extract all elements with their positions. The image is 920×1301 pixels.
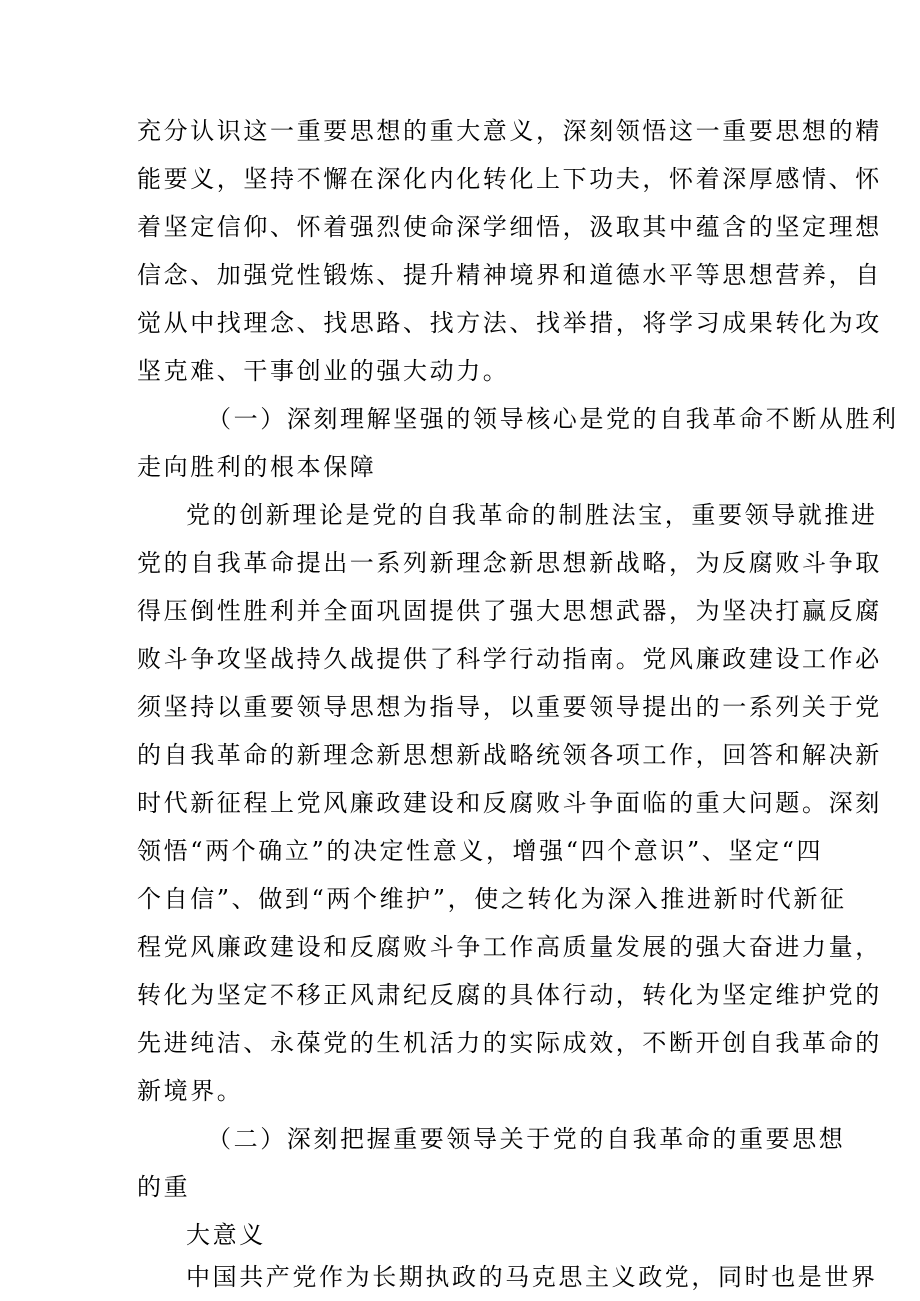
- paragraph-line: 先进纯洁、永葆党的生机活力的实际成效，不断开创自我革命的: [137, 1029, 882, 1057]
- paragraph-line: 充分认识这一重要思想的重大意义，深刻领悟这一重要思想的精: [137, 117, 882, 145]
- paragraph-line: 坚克难、干事创业的强大动力。: [137, 357, 510, 385]
- paragraph-line: 能要义，坚持不懈在深化内化转化上下功夫，怀着深厚感情、怀: [137, 165, 882, 193]
- paragraph-line: 程党风廉政建设和反腐败斗争工作高质量发展的强大奋进力量，: [137, 933, 882, 961]
- section-heading-2-continued: 的重: [137, 1173, 191, 1201]
- paragraph-line: 败斗争攻坚战持久战提供了科学行动指南。党风廉政建设工作必: [137, 645, 882, 673]
- paragraph-line: 得压倒性胜利并全面巩固提供了强大思想武器，为坚决打赢反腐: [137, 597, 882, 625]
- section-heading-1: （一）深刻理解坚强的领导核心是党的自我革命不断从胜利: [207, 405, 899, 433]
- paragraph-line: 转化为坚定不移正风肃纪反腐的具体行动，转化为坚定维护党的: [137, 981, 882, 1009]
- paragraph-line: 党的自我革命提出一系列新理念新思想新战略，为反腐败斗争取: [137, 549, 882, 577]
- section-heading-1-continued: 走向胜利的根本保障: [137, 453, 377, 481]
- section-heading-2: （二）深刻把握重要领导关于党的自我革命的重要思想: [207, 1125, 846, 1153]
- paragraph-line: 的自我革命的新理念新思想新战略统领各项工作，回答和解决新: [137, 741, 882, 769]
- paragraph-line: 领悟“两个确立”的决定性意义，增强“四个意识”、坚定“四: [137, 837, 824, 865]
- paragraph-line: 须坚持以重要领导思想为指导，以重要领导提出的一系列关于党: [137, 693, 882, 721]
- paragraph-line: 新境界。: [137, 1077, 244, 1105]
- paragraph-line: 着坚定信仰、怀着强烈使命深学细悟，汲取其中蕴含的坚定理想: [137, 213, 882, 241]
- paragraph-line: 时代新征程上党风廉政建设和反腐败斗争面临的重大问题。深刻: [137, 789, 882, 817]
- paragraph-line: 个自信”、做到“两个维护”，使之转化为深入推进新时代新征: [137, 885, 847, 913]
- paragraph-line: 党的创新理论是党的自我革命的制胜法宝，重要领导就推进: [186, 501, 878, 529]
- paragraph-line: 信念、加强党性锻炼、提升精神境界和道德水平等思想营养，自: [137, 261, 882, 289]
- section-heading-2-continued: 大意义: [186, 1221, 266, 1249]
- paragraph-line: 觉从中找理念、找思路、找方法、找举措，将学习成果转化为攻: [137, 309, 882, 337]
- paragraph-line: 中国共产党作为长期执政的马克思主义政党，同时也是世界: [186, 1263, 878, 1291]
